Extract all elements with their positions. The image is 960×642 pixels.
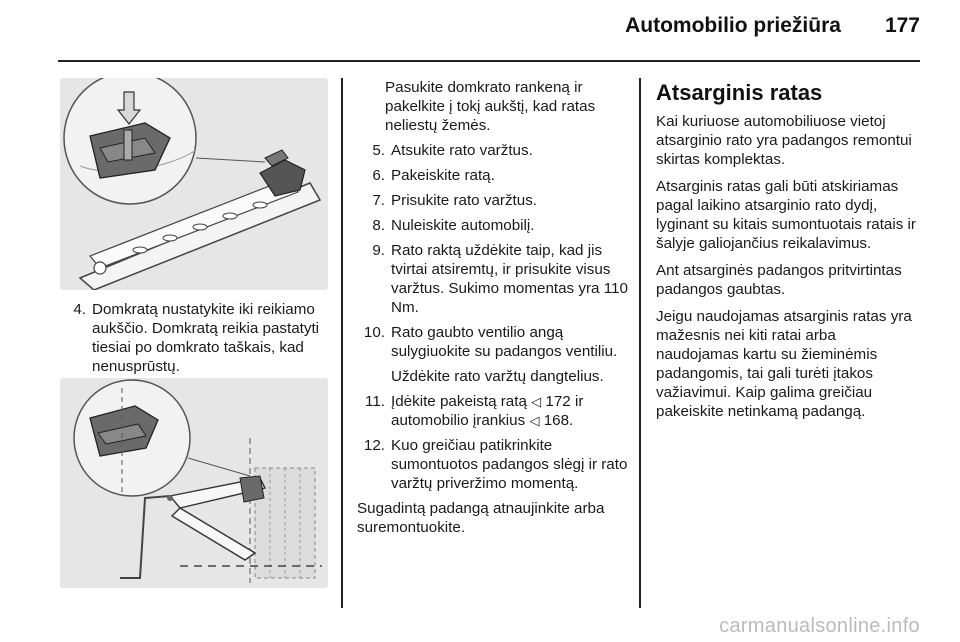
step-number: 7. [372, 192, 385, 209]
step-item [345, 166, 629, 185]
step-item [56, 300, 328, 376]
jack-under-car-svg [60, 378, 328, 588]
right-column [656, 80, 920, 429]
closing-note: Sugadintą padangą atnaujinkite arba suremontuokite. [357, 500, 605, 536]
page-reference-icon: ◁ [531, 394, 542, 409]
step-text: Prisukite rato varžtus. [391, 192, 538, 209]
step-number: 12. [363, 437, 385, 454]
left-column [56, 300, 328, 382]
paragraph: Atsarginis ratas gali būti atskiriamas pagal laikino atsarginio rato dydį, lyginant su kitais sumontuotais ratais ir šalyje galiojančius reikalavimus. [656, 178, 916, 252]
step-text: Kuo greičiau patikrinkite sumontuotos padangos slėgį ir rato varžtų priveržimo momentą. [391, 437, 628, 492]
step-text-part: Įdėkite pakeistą ratą [391, 393, 527, 410]
column-divider [639, 78, 641, 608]
step-text-part: 172 ir automobilio įrankius [391, 393, 584, 429]
step-number: 8. [372, 217, 385, 234]
step-continuation: Pasukite domkrato rankeną ir pakelkite į tokį aukštį, kad ratas neliestų žemės. [385, 79, 596, 134]
page-header [625, 14, 920, 44]
step-item [345, 191, 629, 210]
step-text: Nuleiskite automobilį. [391, 217, 535, 234]
step-item [345, 436, 629, 493]
step-number: 6. [372, 167, 385, 184]
step-text: Rato gaubto ventilio angą sulygiuokite su padangos ventiliu. [391, 324, 618, 360]
jack-diagram-svg [60, 78, 328, 290]
paragraph: Kai kuriuose automobiliuose vietoj atsarginio rato yra padangos remontui skirtas komplektas. [656, 113, 912, 168]
paragraph: Jeigu naudojamas atsarginis ratas yra mažesnis nei kiti ratai arba naudojamas kartu su žieminėmis padangomis, tai gali turėti įtakos važiavimui. Kaip galima greičiau pakeiskite netinkamą padangą. [656, 308, 912, 420]
section-heading: Atsarginis ratas [656, 80, 823, 105]
jack-under-car-illustration [60, 378, 328, 588]
page-reference-icon: ◁ [529, 413, 540, 428]
paragraph: Ant atsarginės padangos pritvirtintas padangos gaubtas. [656, 262, 902, 298]
step-item [345, 141, 629, 160]
step-number: 4. [73, 301, 86, 318]
step-text-part: 168. [543, 412, 574, 429]
step-number: 5. [372, 142, 385, 159]
step-item [345, 392, 629, 430]
step-text [391, 392, 629, 430]
jack-position-illustration [60, 78, 328, 290]
step-text: Rato raktą uždėkite taip, kad jis tvirtai atsiremtų, ir prisukite visus varžtus. Sukimo momentas yra 110 Nm. [391, 242, 628, 316]
step-text: Atsukite rato varžtus. [391, 142, 533, 159]
step-text: Pakeiskite ratą. [391, 167, 495, 184]
step-number: 10. [363, 324, 385, 341]
watermark: carmanualsonline.info [719, 615, 920, 637]
column-divider [341, 78, 343, 608]
step-text: Domkratą nustatykite iki reikiamo aukščio. Domkratą reikia pastatyti tiesiai po domkrato taškais, kad nenusprūstų. [92, 301, 320, 375]
page-number: 177 [884, 14, 920, 37]
header-rule [58, 60, 920, 62]
section-title: Automobilio priežiūra [625, 14, 841, 37]
step-number: 9. [372, 242, 385, 259]
step-item [345, 323, 629, 361]
step-number: 11. [365, 393, 385, 410]
step-item [345, 241, 629, 317]
middle-column [345, 78, 629, 545]
step-item [345, 216, 629, 235]
step-continuation: Uždėkite rato varžtų dangtelius. [391, 368, 604, 385]
